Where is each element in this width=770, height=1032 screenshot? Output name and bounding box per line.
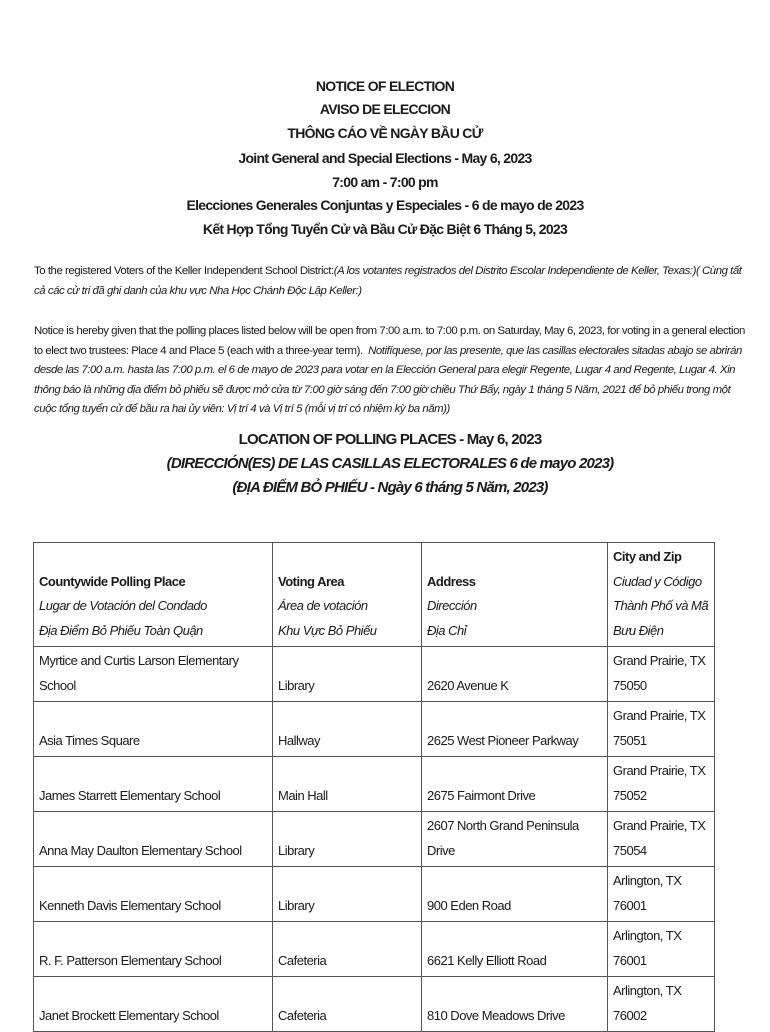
location-title: LOCATION OF POLLING PLACES - May 6, 2023 bbox=[238, 431, 542, 448]
header-address: Address Dirección Địa Chỉ bbox=[422, 543, 608, 647]
title-thong-cao: THÔNG CÁO VỀ NGÀY BẦU CỬ bbox=[287, 125, 483, 141]
cell-address: 2625 West Pioneer Parkway bbox=[422, 702, 608, 757]
table-row bbox=[34, 647, 715, 702]
cell-area: Library bbox=[273, 647, 422, 702]
header-polling-place: Countywide Polling Place Lugar de Votación del Condado Địa Điểm Bỏ Phiếu Toàn Quận bbox=[34, 543, 273, 647]
cell-city: Grand Prairie, TX 75050 bbox=[608, 647, 715, 702]
cell-place: Kenneth Davis Elementary School bbox=[34, 867, 273, 922]
cell-area: Cafeteria bbox=[273, 977, 422, 1032]
cell-address: 2620 Avenue K bbox=[422, 647, 608, 702]
table-row bbox=[34, 922, 715, 977]
table-row bbox=[34, 757, 715, 812]
table-header-row bbox=[34, 543, 715, 647]
cell-place: Janet Brockett Elementary School bbox=[34, 977, 273, 1032]
cell-place: Asia Times Square bbox=[34, 702, 273, 757]
cell-area: Main Hall bbox=[273, 757, 422, 812]
header-city-zip: City and Zip Ciudad y Código Thành Phố và Mã Bưu Điện bbox=[608, 543, 715, 647]
cell-place: Myrtice and Curtis Larson Elementary School bbox=[34, 647, 273, 702]
polling-places-table bbox=[33, 542, 715, 1032]
subtitle-ket-hop: Kết Hợp Tổng Tuyển Cử và Bầu Cử Đặc Biệt 6 Tháng 5, 2023 bbox=[202, 221, 568, 237]
header-voting-area: Voting Area Área de votación Khu Vực Bỏ Phiếu bbox=[273, 543, 422, 647]
title-notice-of-election: NOTICE OF ELECTION bbox=[315, 78, 455, 94]
cell-city: Grand Prairie, TX 75052 bbox=[608, 757, 715, 812]
intro-vi: ( Cùng tất cả các cử tri đã ghi danh của khu vực Nha Học Chánh Độc Lập Keller:) bbox=[34, 265, 742, 297]
cell-city: Grand Prairie, TX 75051 bbox=[608, 702, 715, 757]
cell-area: Library bbox=[273, 867, 422, 922]
title-aviso-de-eleccion: AVISO DE ELECCION bbox=[319, 101, 451, 117]
cell-address: 2675 Fairmont Drive bbox=[422, 757, 608, 812]
location-title-es: (DIRECCIÓN(ES) DE LAS CASILLAS ELECTORALES 6 de mayo 2023) bbox=[166, 455, 614, 472]
notice-paragraph bbox=[34, 322, 746, 420]
cell-city: Arlington, TX 76002 bbox=[608, 977, 715, 1032]
table-row bbox=[34, 867, 715, 922]
notice-vi: Xin thông báo là những địa điểm bỏ phiếu sẽ được mở cửa từ 7:00 giờ sáng đến 7:00 giờ chiều Thứ Bẩy, ngày 1 tháng 5 Năm, 2021 để bỏ phiếu trong một cuộc tổng tuyển cử để bầu ra hai ủy viên: Vị trí 4 và Vị trí 5 (mỗi vị trí có nhiệm kỳ ba năm)) bbox=[34, 364, 736, 415]
cell-area: Hallway bbox=[273, 702, 422, 757]
table-row bbox=[34, 977, 715, 1032]
table-row bbox=[34, 812, 715, 867]
cell-address: 900 Eden Road bbox=[422, 867, 608, 922]
cell-place: James Starrett Elementary School bbox=[34, 757, 273, 812]
cell-address: 6621 Kelly Elliott Road bbox=[422, 922, 608, 977]
cell-address: 810 Dove Meadows Drive bbox=[422, 977, 608, 1032]
table-row bbox=[34, 702, 715, 757]
subtitle-joint-elections: Joint General and Special Elections - May 6, 2023 bbox=[238, 150, 532, 166]
cell-city: Arlington, TX 76001 bbox=[608, 922, 715, 977]
notice-es: Notifíquese, por las presente, que las casillas electorales sitadas abajo se abrirán desde las 7:00 a.m. hasta las 7:00 p.m. el 6 de mayo de 2023 para votar en la Elección General para elegir Regente, Lugar 4 and Regente, Lugar 4. bbox=[34, 344, 742, 376]
intro-es: (A los votantes registrados del Distrito Escolar Independiente de Keller, Texas:) bbox=[333, 265, 696, 277]
cell-area: Cafeteria bbox=[273, 922, 422, 977]
cell-address: 2607 North Grand Peninsula Drive bbox=[422, 812, 608, 867]
subtitle-elecciones: Elecciones Generales Conjuntas y Especiales - 6 de mayo de 2023 bbox=[186, 197, 584, 213]
location-title-vi: (ĐỊA ĐIỂM BỎ PHIẾU - Ngày 6 tháng 5 Năm, 2023) bbox=[232, 479, 548, 496]
notice-en: Notice is hereby given that the polling places listed below will be open from 7:00 a.m. to 7:00 p.m. on Saturday, May 6, 2023, for voting in a general election to elect two trustees: Place 4 and Place 5 (each with a three-year term). bbox=[34, 325, 745, 357]
subtitle-hours: 7:00 am - 7:00 pm bbox=[332, 174, 438, 190]
cell-area: Library bbox=[273, 812, 422, 867]
cell-city: Arlington, TX 76001 bbox=[608, 867, 715, 922]
cell-place: Anna May Daulton Elementary School bbox=[34, 812, 273, 867]
cell-city: Grand Prairie, TX 75054 bbox=[608, 812, 715, 867]
intro-paragraph bbox=[34, 262, 746, 301]
cell-place: R. F. Patterson Elementary School bbox=[34, 922, 273, 977]
intro-en: To the registered Voters of the Keller Independent School District: bbox=[34, 265, 334, 277]
